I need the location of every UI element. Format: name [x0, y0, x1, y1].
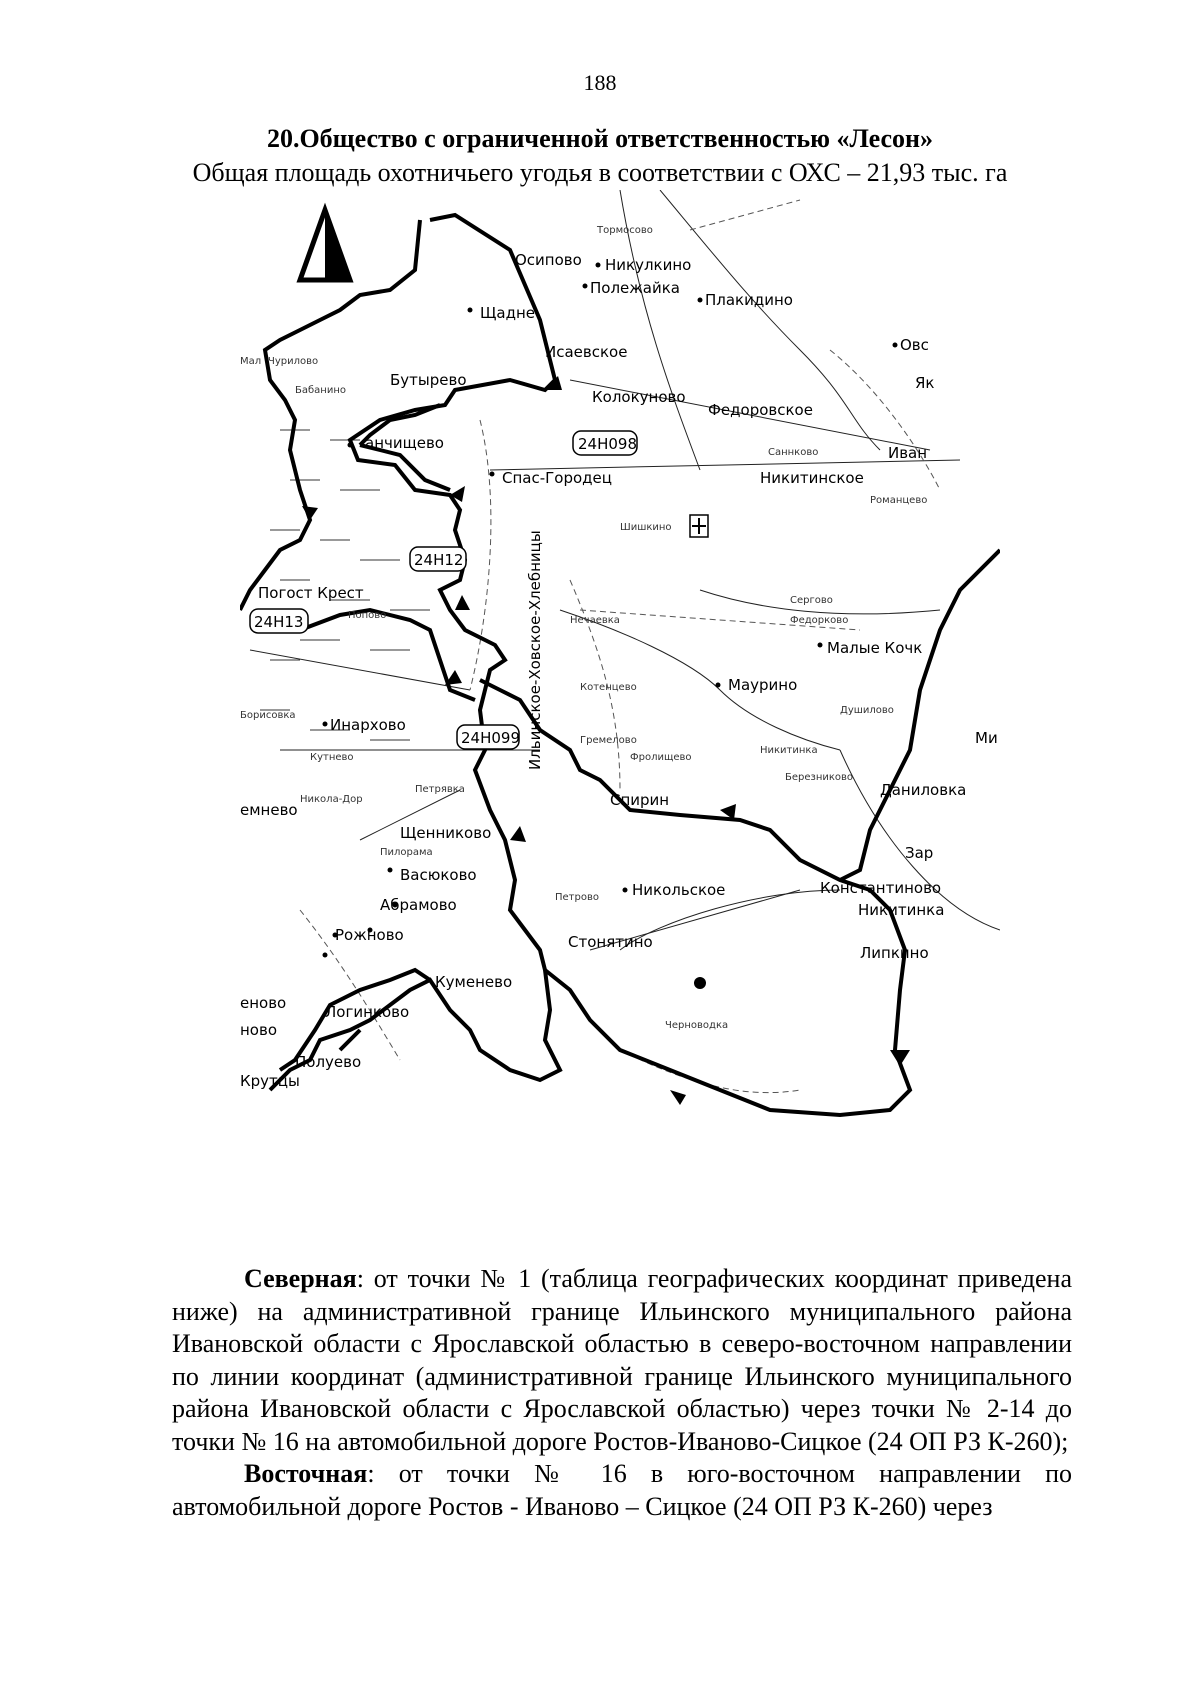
map-label: Попово	[348, 610, 387, 621]
map-label: Полежайка	[590, 279, 680, 297]
map-label: Тормосово	[597, 225, 653, 236]
north-label: Северная	[244, 1264, 357, 1293]
hunting-ground-map	[240, 190, 1000, 1250]
map-label: Васюково	[400, 866, 477, 884]
map-label: Борисовка	[240, 710, 296, 721]
map-label: Даниловка	[880, 781, 967, 799]
map-label: Маурино	[728, 676, 798, 694]
map-label: Погост Крест	[258, 584, 364, 602]
map-label: Пилорама	[380, 847, 433, 858]
east-paragraph	[172, 1458, 1072, 1523]
map-label: еново	[240, 994, 287, 1012]
map-label: Сергово	[790, 595, 833, 606]
north-paragraph	[172, 1263, 1072, 1458]
map-label: Фролищево	[630, 752, 692, 763]
map-label: анчищево	[365, 434, 444, 452]
map-label: Полуево	[295, 1053, 362, 1071]
map-label: Черноводка	[665, 1020, 729, 1031]
map-label: Спас-Городец	[502, 469, 612, 487]
document-subtitle: Общая площадь охотничьего угодья в соответствии с ОХС – 21,93 тыс. га	[192, 158, 1008, 187]
map-label: Куменево	[435, 973, 513, 991]
map-label: Щенниково	[400, 824, 492, 842]
map-label: Малые Кочк	[827, 639, 923, 657]
map-label: Федоровское	[708, 401, 813, 419]
map-label: Никитинка	[858, 901, 945, 919]
north-text: : от точки № 1 (таблица географических координат приведена ниже) на административной границе Ильинского муниципального района Ивановской области с Ярославской областью в северо-восточном направлении по линии координат (административной границе Ильинского муниципального района Ивановской области с Ярославской областью) через точки № 2-14 до точки № 16 на автомобильной дороге Ростов-Иваново-Сицкое (24 ОП РЗ К-260);	[172, 1264, 1072, 1456]
road-label-ilinskoe: Ильинское-Ховское-Хлебницы	[526, 530, 544, 770]
road-label-24n099: 24Н099	[461, 729, 520, 747]
map-label: Березниково	[785, 772, 854, 783]
map-label: Шишкино	[620, 522, 672, 533]
map-label: Романцево	[870, 495, 928, 506]
map-label: Стонятино	[568, 933, 653, 951]
map-label: Инархово	[330, 716, 406, 734]
boundary-description	[172, 1263, 1072, 1523]
road-label-24n12: 24Н12	[414, 551, 464, 569]
map-label: Саннково	[768, 447, 819, 458]
map-label: Як	[915, 374, 935, 392]
map-label: Ми	[975, 729, 998, 747]
road-label-24n098: 24Н098	[578, 435, 637, 453]
map-label: Рожново	[335, 926, 404, 944]
map-label: Нечаевка	[570, 615, 620, 626]
east-label: Восточная	[244, 1459, 368, 1488]
road-label-24n13: 24Н13	[254, 613, 304, 631]
map-label: Осипово	[515, 251, 582, 269]
map-label: Бабанино	[295, 385, 346, 396]
map-label: Никитинка	[760, 745, 818, 756]
map-label: Никола-Дор	[300, 794, 363, 805]
map-label: Щадне	[480, 304, 536, 322]
map-label: Константиново	[820, 879, 942, 897]
hunting-ground-boundary	[270, 215, 560, 1090]
map-label: Овс	[900, 336, 929, 354]
map-label: Спирин	[610, 791, 670, 809]
map-label: Колокуново	[592, 388, 686, 406]
map-label: Кутнево	[310, 752, 354, 763]
map-label: Гремелово	[580, 735, 637, 746]
map-label: Петрово	[555, 892, 599, 903]
map-label: Логинково	[325, 1003, 410, 1021]
map-label: Федорково	[790, 615, 849, 626]
map-label: Котенцево	[580, 682, 637, 693]
map-label: Никольское	[632, 881, 726, 899]
east-text: : от точки № 16 в юго-восточном направлении по автомобильной дороге Ростов - Иваново – Сицкое (24 ОП РЗ К-260) через	[172, 1459, 1072, 1521]
page-number: 188	[583, 70, 617, 95]
map-label: Исаевское	[545, 343, 628, 361]
map-label: Плакидино	[705, 291, 793, 309]
document-title: 20.Общество с ограниченной ответственностью «Лесон»	[266, 124, 934, 153]
map-label: емнево	[240, 801, 298, 819]
map-label: Никитинское	[760, 469, 864, 487]
map-label: Чурилово	[268, 356, 319, 367]
map-label: Иван	[888, 444, 928, 462]
map-label: Абрамово	[380, 896, 457, 914]
map-label: Никулкино	[605, 256, 692, 274]
map-label: Крутцы	[240, 1072, 300, 1090]
map-label: Бутырево	[390, 371, 467, 389]
map-label: Петрявка	[415, 784, 465, 795]
map-label: Душилово	[840, 705, 894, 716]
map-label: Зар	[905, 844, 934, 862]
map-label: ново	[240, 1021, 278, 1039]
map-label: Липкино	[860, 944, 929, 962]
map-label: Мал	[240, 356, 262, 367]
